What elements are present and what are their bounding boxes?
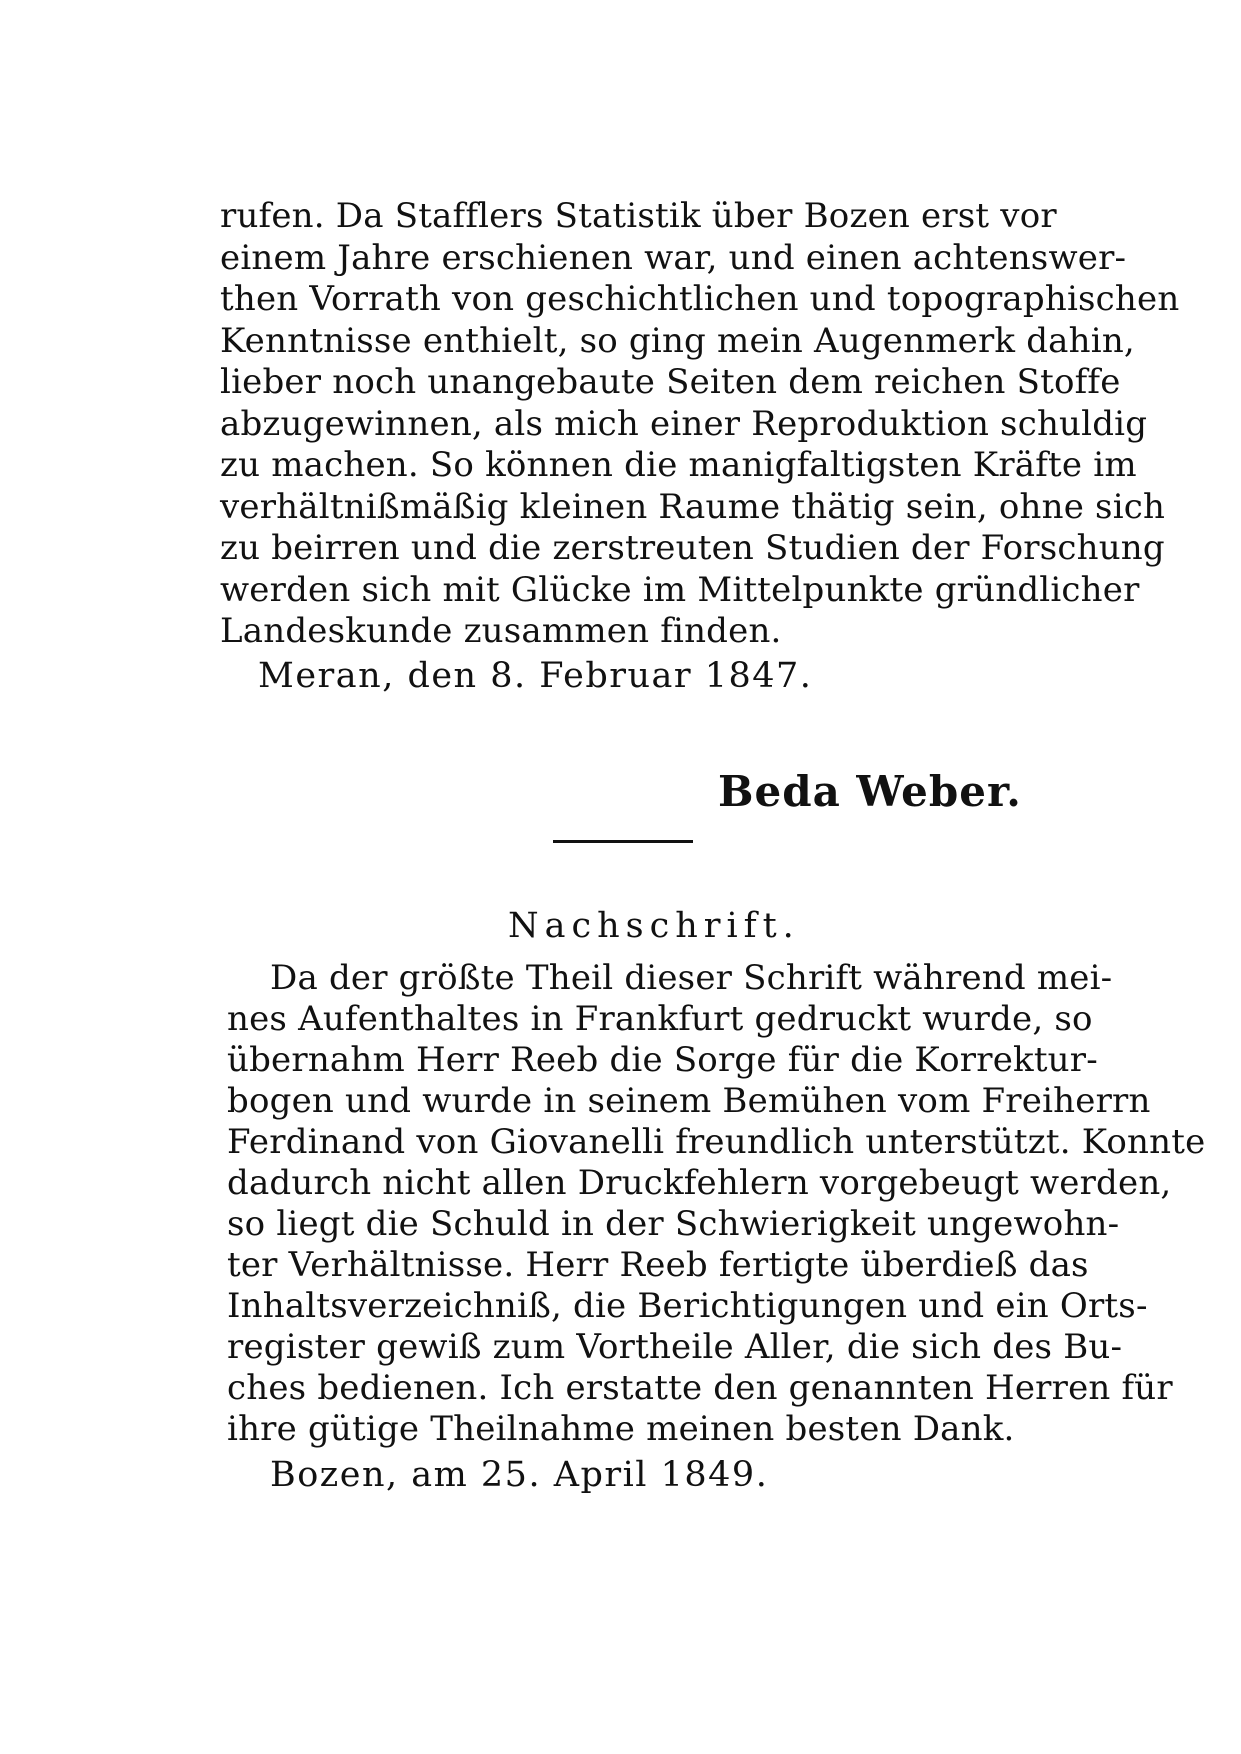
text-line: ches bedienen. Ich erstatte den genannten Herren für: [227, 1368, 1173, 1408]
text-line: Landeskunde zusammen finden.: [220, 611, 782, 651]
section-divider: [553, 840, 693, 843]
postscript-heading: Nachschrift.: [508, 906, 800, 946]
text-line: Ferdinand von Giovanelli freundlich unterstützt. Konnte: [227, 1122, 1206, 1162]
text-line: Kenntnisse enthielt, so ging mein Augenmerk dahin,: [220, 321, 1135, 361]
text-line: übernahm Herr Reeb die Sorge für die Korrektur-: [227, 1040, 1098, 1080]
postscript-place-date: Bozen, am 25. April 1849.: [270, 1455, 769, 1495]
text-line: zu machen. So können die manigfaltigsten Kräfte im: [220, 445, 1137, 485]
text-line: nes Aufenthaltes in Frankfurt gedruckt wurde, so: [227, 999, 1093, 1039]
text-line: so liegt die Schuld in der Schwierigkeit ungewohn-: [227, 1204, 1120, 1244]
text-line: zu beirren und die zerstreuten Studien der Forschung: [220, 528, 1165, 568]
text-line: abzugewinnen, als mich einer Reproduktion schuldig: [220, 404, 1148, 444]
text-line: Inhaltsverzeichniß, die Berichtigungen und ein Orts-: [227, 1286, 1148, 1326]
text-line: bogen und wurde in seinem Bemühen vom Freiherrn: [227, 1081, 1151, 1121]
author-signature: Beda Weber.: [718, 767, 1022, 816]
text-line: register gewiß zum Vortheile Aller, die sich des Bu-: [227, 1327, 1123, 1367]
text-line: verhältnißmäßig kleinen Raume thätig sein, ohne sich: [220, 487, 1166, 527]
preface-place-date: Meran, den 8. Februar 1847.: [258, 656, 813, 696]
text-line: lieber noch unangebaute Seiten dem reichen Stoffe: [220, 362, 1121, 402]
text-line: rufen. Da Stafflers Statistik über Bozen erst vor: [220, 196, 1057, 236]
text-line: ihre gütige Theilnahme meinen besten Dank.: [227, 1409, 1015, 1449]
text-line: ter Verhältnisse. Herr Reeb fertigte überdieß das: [227, 1245, 1089, 1285]
text-line: werden sich mit Glücke im Mittelpunkte gründlicher: [220, 570, 1140, 610]
text-line: dadurch nicht allen Druckfehlern vorgebeugt werden,: [227, 1163, 1172, 1203]
text-line: then Vorrath von geschichtlichen und topographischen: [220, 279, 1180, 319]
text-line: einem Jahre erschienen war, und einen achtenswer-: [220, 238, 1127, 278]
text-line: Da der größte Theil dieser Schrift während mei-: [270, 958, 1113, 998]
